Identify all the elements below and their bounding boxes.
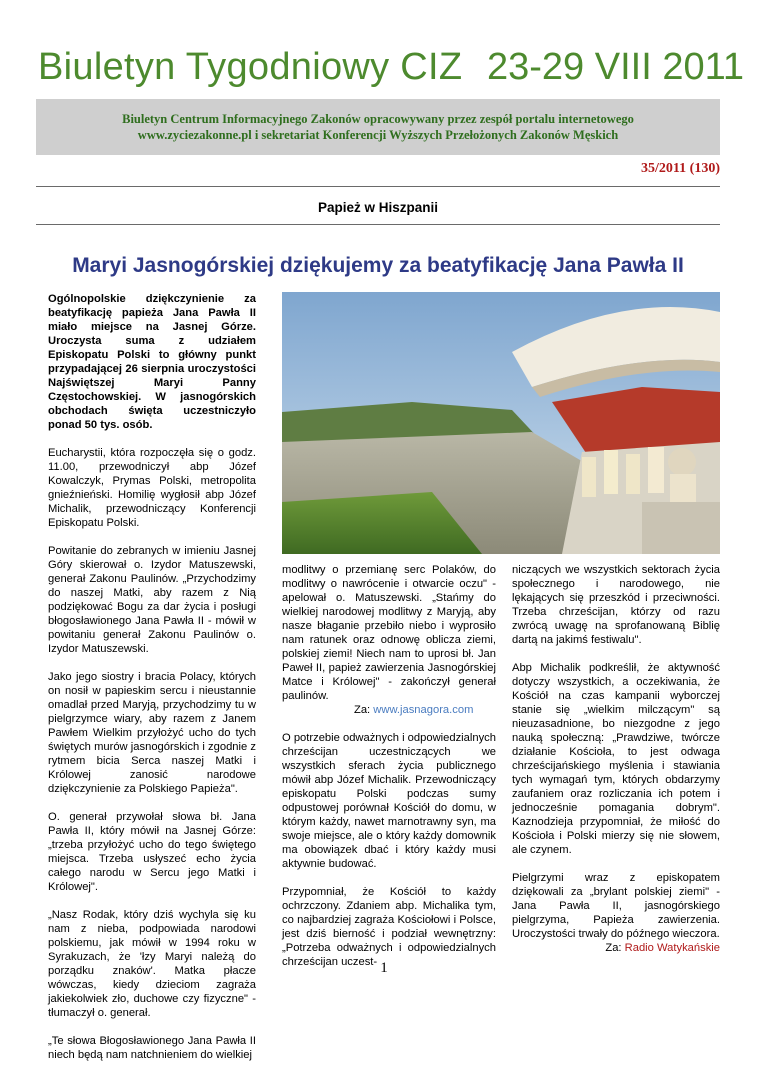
paragraph (282, 563, 496, 717)
source-link-radio[interactable]: Radio Watykańskie (624, 942, 720, 954)
divider (36, 186, 720, 187)
source-label: Za: (354, 704, 374, 716)
paragraph: niczących we wszystkich sektorach życia społecznego i narodowego, nie lękających się przeszkód i przeciwności. Trzeba chrześcijan, którzy od razu zwrócą uwagę na sprofanowaną Biblię dartą na jakimś festiwalu". (512, 564, 720, 646)
paragraph: Abp Michalik podkreślił, że aktywność dotyczy wszystkich, a oczekiwania, że Kościół na czas kampanii wyborczej stanie się „wielkim milczącym" są nieuzasadnione, bo niezgodne z jego nauką społeczną: „Prawdziwe, twórcze działanie Kościoła, to jest odwaga chrześcijańskiego myślenia i stawiania tych wymagań tym, których obdarzymy zaufaniem oraz rozliczania ich potem i jednocześnie pomagania dobrym". Kaznodzieja przypomniał, że miłość do Kościoła i Polski mierzy się nie słowem, ale czynem. (512, 662, 720, 856)
issue-number: 35/2011 (130) (641, 161, 720, 176)
article-photo (282, 292, 720, 554)
column-2 (282, 563, 496, 983)
section-title: Papież w Hiszpanii (317, 200, 439, 215)
site-link[interactable]: www.zyciezakonne.pl (137, 128, 252, 142)
column-1 (48, 292, 256, 1076)
info-band (36, 99, 720, 155)
source-label: Za: (605, 942, 625, 954)
source-line (512, 941, 720, 955)
paragraph: „Nasz Rodak, który dziś wychyla się ku nam z nieba, podpowiada narodowi polskiemu, jak mówił w 1994 roku w Syrakuzach, że 'łzy Maryi należą do porządku znaków'. Matka płacze wówczas, kiedy dzieciom zagraża jakiekolwiek zło, duchowe czy fizyczne" - tłumaczył o. generał. (48, 909, 256, 1019)
header-date: 23-29 VIII 2011 (487, 46, 745, 88)
paragraph: Jako jego siostry i bracia Polacy, których on nosił w papieskim sercu i nieustannie omadlał przed Maryją, przychodzimy tu w pielgrzymce wiary, aby razem z Janem Pawłem Wielkim przyłożyć ucho do tych świętych murów jasnogórskich i zgodnie z rytmem bicia Serca naszej Matki i Królowej zanosić narodowe dziękczynienie za Polskiego Papieża". (48, 671, 256, 795)
pilgrims-crowd-image (282, 292, 720, 554)
lead-paragraph: Ogólnopolskie dziękczynienie za beatyfikację papieża Jana Pawła II miało miejsce na Jasnej Górze. Uroczysta suma z udziałem Episkopatu Polski to główny punkt przypadającej 26 sierpnia uroczystości Najświętszej Maryi Panny Częstochowskiej. W jasnogórskich obchodach święta uczestniczyło ponad 50 tys. osób. (48, 293, 256, 431)
paragraph: O. generał przywołał słowa bł. Jana Pawła II, który mówił na Jasnej Górze: „trzeba przyłożyć ucho do tego świętego miejsca. Trzeba usłyszeć echo życia całego narodu w Sercu jego Matki i Królowej". (48, 811, 256, 893)
paragraph: „Te słowa Błogosławionego Jana Pawła II niech będą nam natchnieniem do wielkiej (48, 1035, 256, 1061)
article-headline: Maryi Jasnogórskiej dziękujemy za beatyfikację Jana Pawła II (72, 254, 684, 277)
band-line-2 (36, 127, 720, 143)
paragraph: Powitanie do zebranych w imieniu Jasnej Góry skierował o. Izydor Matuszewski, generał Zakonu Paulinów. „Przychodzimy do naszej Matki, aby razem z Nią podziękować Bogu za dar życia i posługi błogosławionego Jana Pawła II - mówił w powitaniu generał Zakonu Paulinów o. Izydor Matuszewski. (48, 545, 256, 655)
paragraph-text: modlitwy o przemianę serc Polaków, do modlitwy o nawrócenie i otwarcie oczu" - apelował o. Matuszewski. „Stańmy do wielkiej narodowej modlitwy z Maryją, aby nasze błaganie przebiło niebo i wyprosiło nam ratunek oraz odnowę oblicza ziemi, polskiej ziemi! Niech nam to uprosi bł. Jan Paweł II, papież zawierzenia Jasnogórskiej Matce i Królowej" - zakończył generał paulinów. (282, 564, 496, 702)
paragraph: Przypomniał, że Kościół to każdy ochrzczony. Zdaniem abp. Michalika tym, co najbardziej zagraża Kościołowi i Polsce, jest dziś bierność i podział wewnętrzny: „Potrzeba odważnych i odpowiedzialnych chrześcijan uczest- (282, 886, 496, 968)
header-title: Biuletyn Tygodniowy CIZ (38, 46, 463, 88)
column-3 (512, 563, 720, 969)
paragraph: Pielgrzymi wraz z episkopatem dziękowali za „brylant polskiej ziemi" - Jana Pawła II, jasnogórskiego pielgrzyma, Papieża zawierzenia. Uroczystości trwały do późnego wieczora. (512, 872, 720, 940)
paragraph: O potrzebie odważnych i odpowiedzialnych chrześcijan uczestniczących we wszystkich sferach życia publicznego mówił abp Józef Michalik. Przewodniczący episkopatu Polski podczas sumy odpustowej porównał Kościół do domu, w którym każdy, nawet marnotrawny syn, ma swoje miejsce, ale o który każdy domownik ma obowiązek dbać i który każdy musi aktywnie budować. (282, 732, 496, 870)
page-number: 1 (380, 960, 388, 976)
band-line-1: Biuletyn Centrum Informacyjnego Zakonów opracowywany przez zespół portalu internetowego (122, 112, 634, 126)
source-link-jasnagora[interactable]: www.jasnagora.com (373, 704, 474, 716)
band-line-2-text: i sekretariat Konferencji Wyższych Przełożonych Zakonów Męskich (251, 128, 619, 142)
paragraph: Eucharystii, która rozpoczęła się o godz. 11.00, przewodniczył abp Józef Kowalczyk, Prymas Polski, metropolita gnieźnieński. Homilię wygłosił abp Józef Michalik, przewodniczący Konferencji Episkopatu Polski. (48, 447, 256, 529)
divider (36, 224, 720, 225)
